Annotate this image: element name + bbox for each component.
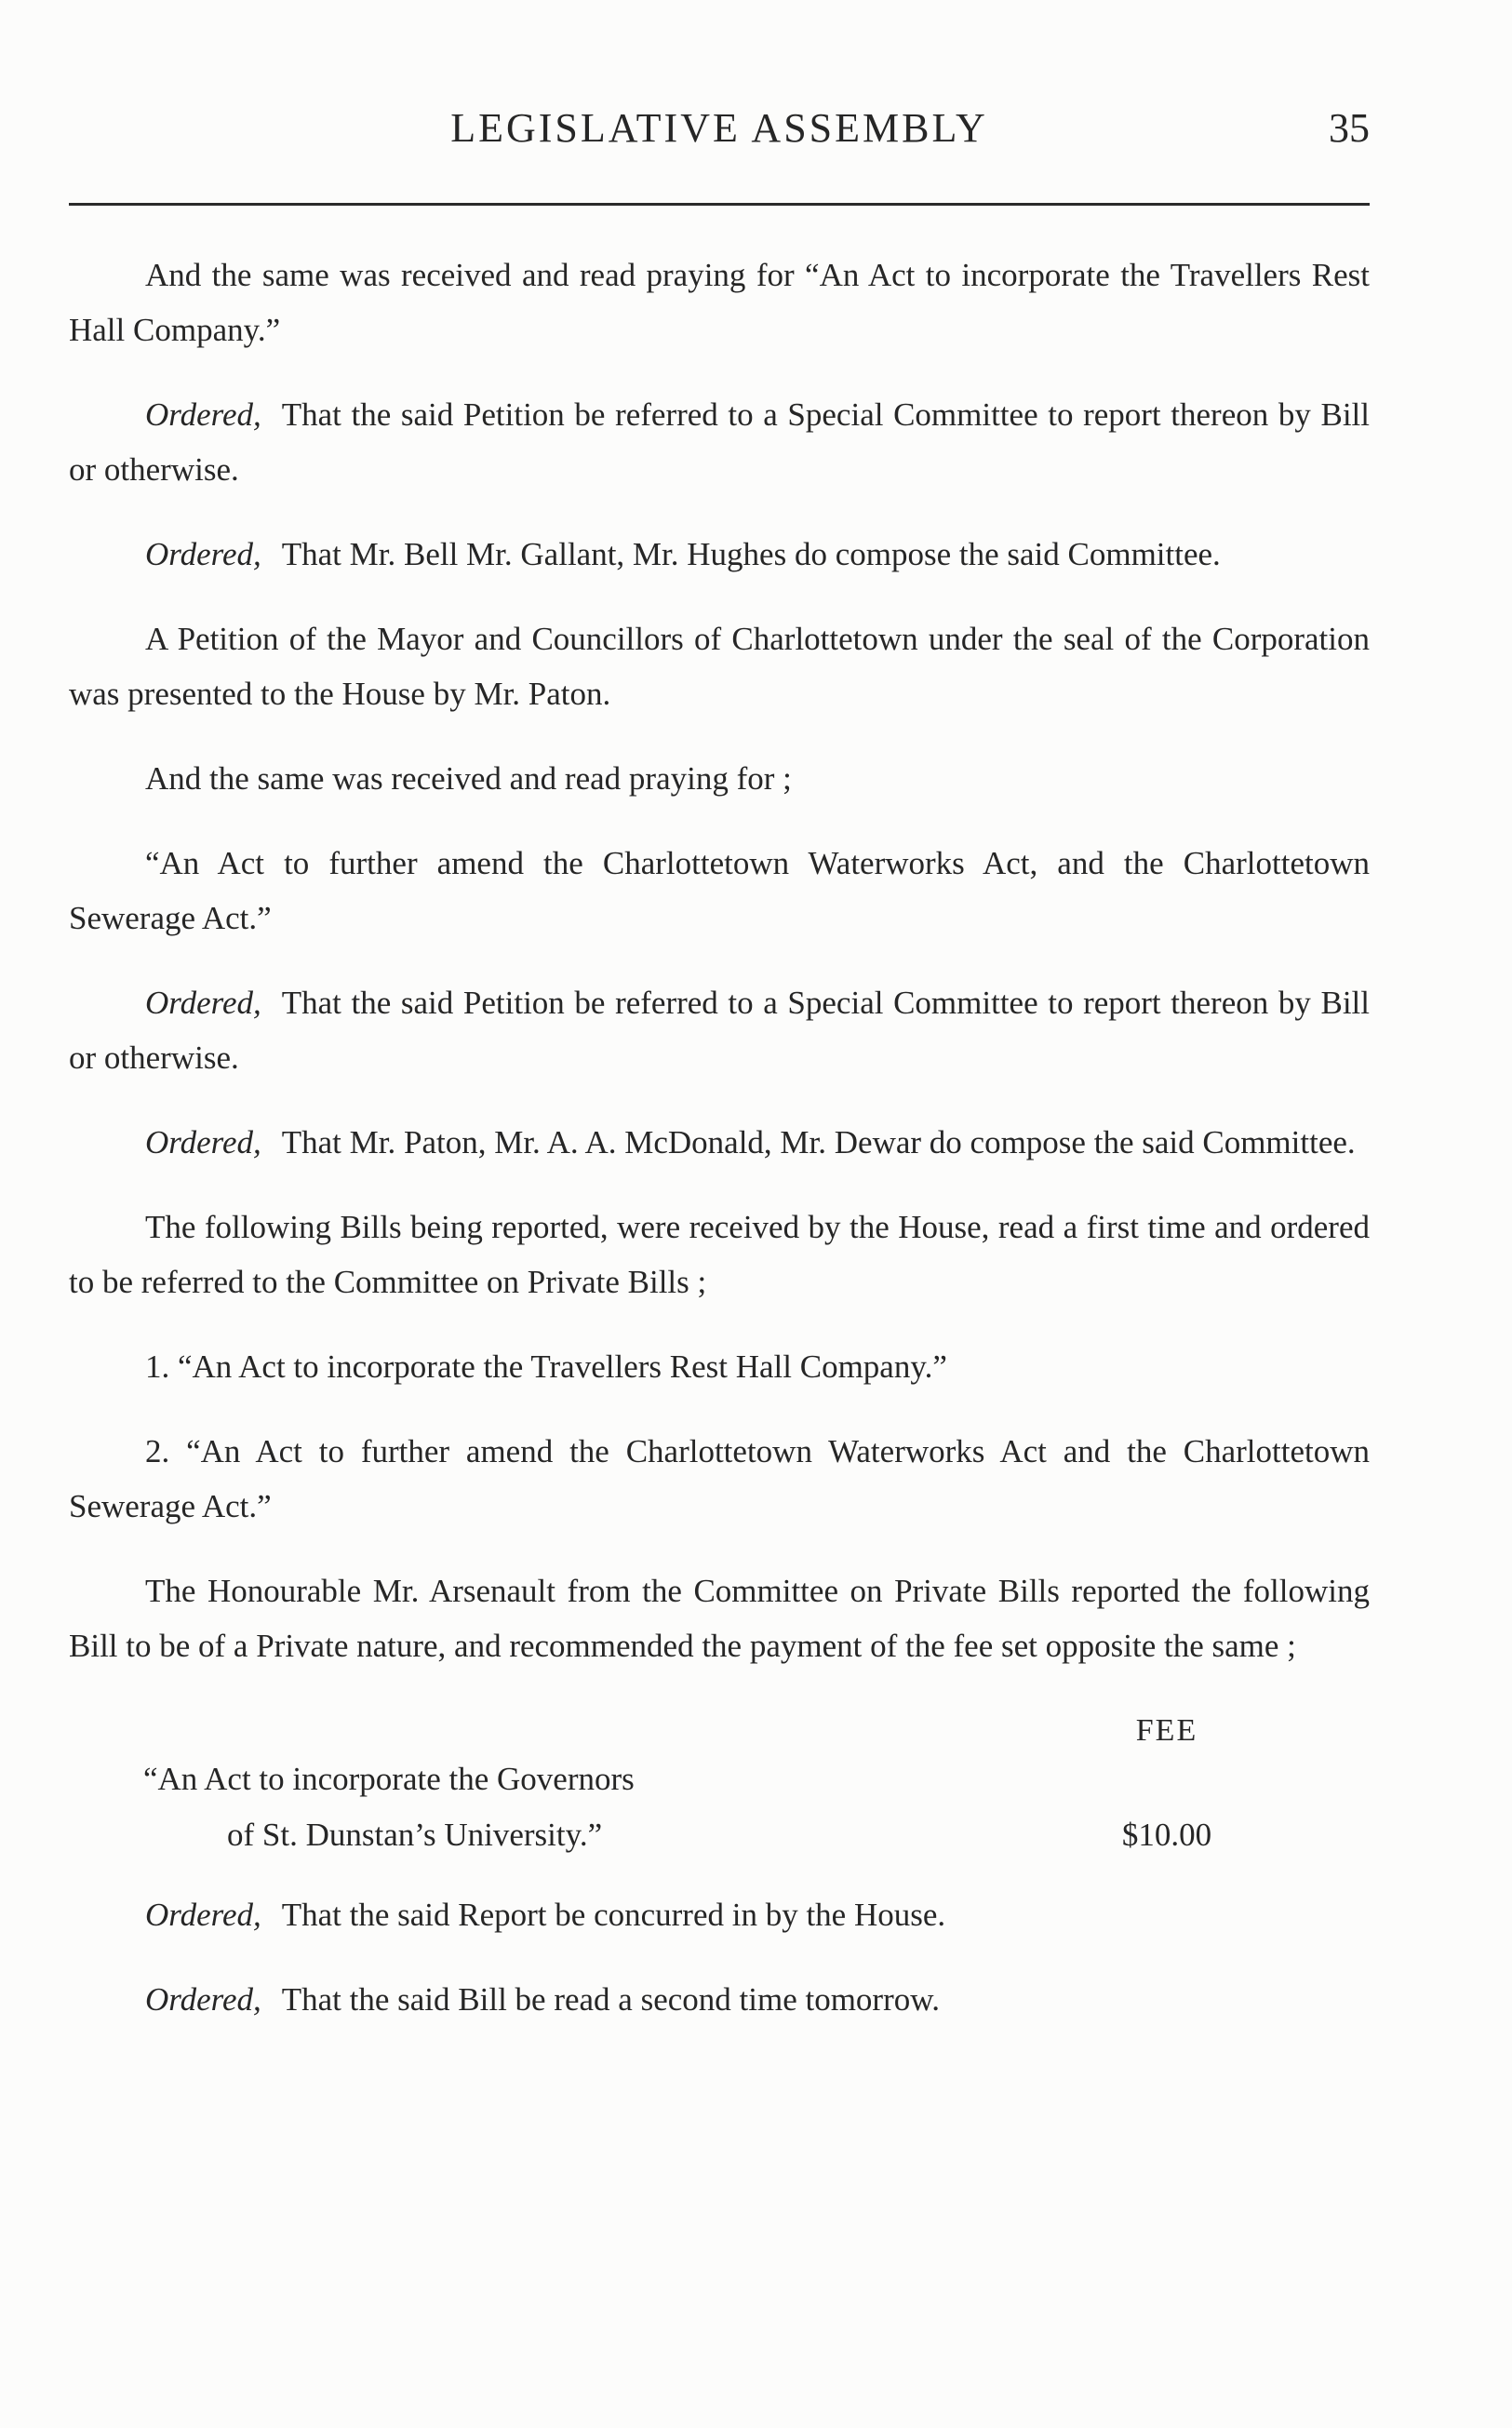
fee-amount: $10.00 (1121, 1817, 1212, 1853)
page-header (69, 101, 1370, 156)
paragraph-act-title (69, 836, 1370, 946)
paragraph-text: A Petition of the Mayor and Councillors of Charlottetown under the seal of the Corporation was presented to the House by Mr. Paton. (69, 621, 1370, 712)
fee-item-title-line-1: “An Act to incorporate the Governors (143, 1761, 635, 1797)
paragraph-text: That the said Petition be referred to a Special Committee to report thereon by Bill or otherwise. (69, 985, 1370, 1076)
paragraph-text: And the same was received and read praying for ; (145, 760, 792, 797)
paragraph-text: That Mr. Bell Mr. Gallant, Mr. Hughes do compose the said Committee. (281, 536, 1221, 572)
paragraph-text: And the same was received and read praying for “An Act to incorporate the Travellers Rest Hall Company.” (69, 257, 1370, 348)
paragraph-ordered-referral (69, 387, 1370, 497)
paragraph-text: That the said Bill be read a second time tomorrow. (281, 1981, 940, 2018)
running-title: LEGISLATIVE ASSEMBLY (450, 105, 988, 151)
page-number: 35 (1329, 105, 1370, 151)
paragraph-text: That Mr. Paton, Mr. A. A. McDonald, Mr. Dewar do compose the said Committee. (281, 1124, 1356, 1160)
paragraph-committee-report (69, 1563, 1370, 1673)
paragraph-ordered-referral-2 (69, 975, 1370, 1085)
list-item-bill-1 (69, 1339, 1370, 1394)
paragraph-petition-received (69, 248, 1370, 357)
paragraph-text: 1. “An Act to incorporate the Travellers Rest Hall Company.” (145, 1348, 947, 1385)
ordered-label: Ordered, (145, 1124, 261, 1160)
paragraph-text: That the said Petition be referred to a Special Committee to report thereon by Bill or otherwise. (69, 396, 1370, 488)
ordered-label: Ordered, (145, 396, 261, 433)
paragraph-ordered-second-reading (69, 1972, 1370, 2027)
paragraph-text: The following Bills being reported, were received by the House, read a first time and ordered to be referred to the Committee on Private Bills ; (69, 1209, 1370, 1300)
header-rule (69, 203, 1370, 206)
paragraph-text: “An Act to further amend the Charlottetown Waterworks Act, and the Charlottetown Sewerage Act.” (69, 845, 1370, 936)
list-item-bill-2 (69, 1424, 1370, 1534)
ordered-label: Ordered, (145, 1981, 261, 2018)
ordered-label: Ordered, (145, 985, 261, 1021)
body-text (69, 248, 1370, 2057)
paragraph-mayor-petition (69, 611, 1370, 721)
paragraph-text: That the said Report be concurred in by the House. (281, 1897, 946, 1933)
ordered-label: Ordered, (145, 536, 261, 572)
ordered-label: Ordered, (145, 1897, 261, 1933)
paragraph-ordered-concurred (69, 1887, 1370, 1942)
paragraph-text: 2. “An Act to further amend the Charlottetown Waterworks Act and the Charlottetown Sewerage Act.” (69, 1433, 1370, 1524)
paragraph-text: The Honourable Mr. Arsenault from the Committee on Private Bills reported the following Bill to be of a Private nature, and recommended the payment of the fee set opposite the same ; (69, 1573, 1370, 1664)
paragraph-praying-for (69, 751, 1370, 806)
paragraph-bills-reported (69, 1200, 1370, 1309)
paragraph-ordered-committee (69, 527, 1370, 582)
fee-table (69, 1703, 1370, 1867)
fee-item-title-line-2: of St. Dunstan’s University.” (227, 1817, 603, 1853)
paragraph-ordered-committee-2 (69, 1115, 1370, 1170)
fee-heading: FEE (1135, 1713, 1198, 1748)
